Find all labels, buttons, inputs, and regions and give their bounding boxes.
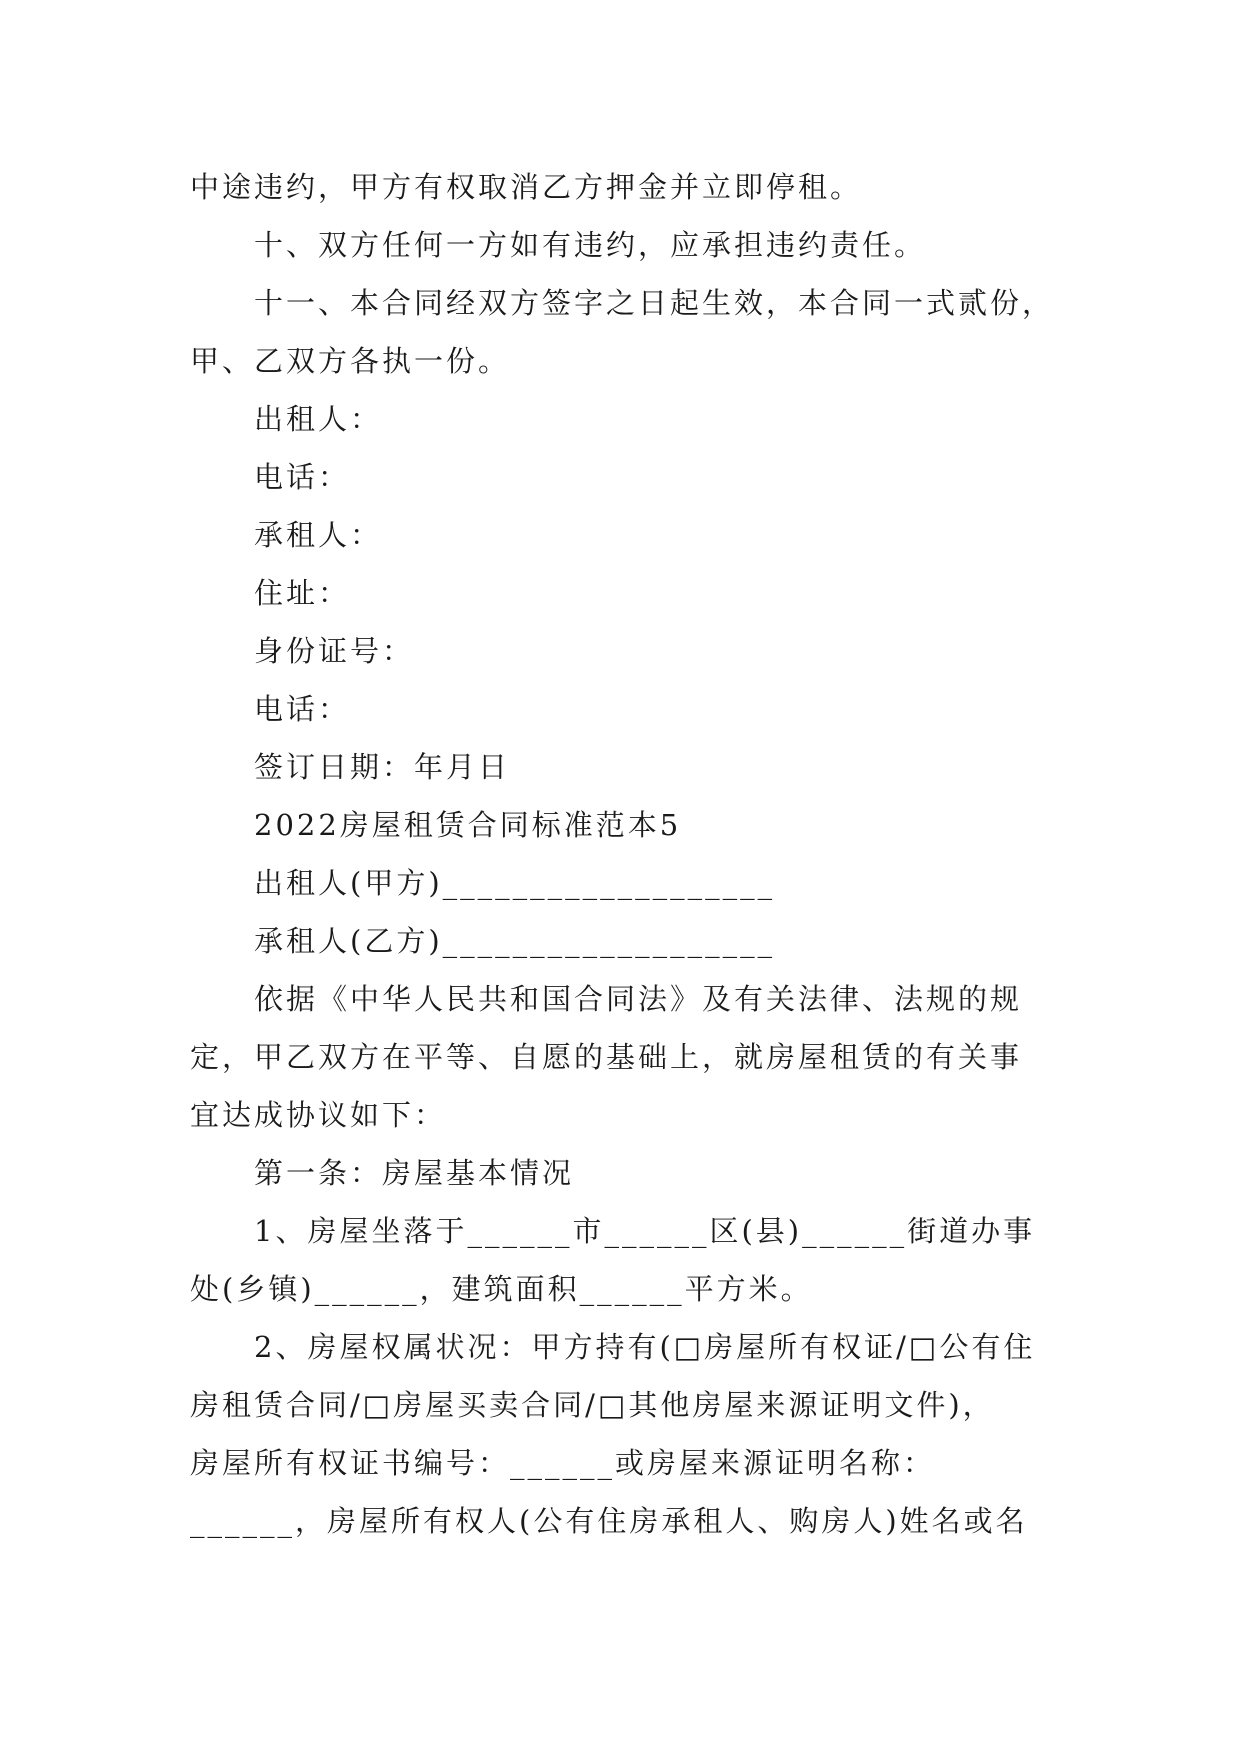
- lessor-label: 出租人：: [254, 402, 383, 436]
- text-line: 十一、本合同经双方签字之日起生效，本合同一式贰份，: [254, 286, 1055, 320]
- address-label: 住址：: [254, 576, 351, 610]
- text-line: 十、双方任何一方如有违约，应承担违约责任。: [254, 228, 927, 262]
- text-line: 房屋所有权证书编号：______或房屋来源证明名称：: [190, 1446, 936, 1480]
- signing-date-label: 签订日期：年月日: [254, 750, 511, 784]
- phone-label: 电话：: [254, 460, 351, 494]
- text-line: 甲、乙双方各执一份。: [190, 344, 511, 378]
- section-title: 2022房屋租赁合同标准范本5: [254, 808, 682, 842]
- document-body: [190, 158, 1055, 1550]
- text-line: 1、房屋坐落于______市______区(县)______街道办事: [254, 1214, 1036, 1248]
- text-line: 依据《中华人民共和国合同法》及有关法律、法规的规: [254, 982, 1023, 1016]
- lessee-label: 承租人：: [254, 518, 383, 552]
- text-line: 处(乡镇)______，建筑面积______平方米。: [190, 1272, 813, 1306]
- text-line: ______，房屋所有权人(公有住房承租人、购房人)姓名或名: [190, 1504, 1028, 1538]
- lessee-party-line: 承租人(乙方)___________________: [254, 924, 776, 958]
- text-line: 房租赁合同/□房屋买卖合同/□其他房屋来源证明文件)，: [190, 1388, 995, 1422]
- id-number-label: 身份证号：: [254, 634, 415, 668]
- text-line: 宜达成协议如下：: [190, 1098, 447, 1132]
- text-line: 中途违约，甲方有权取消乙方押金并立即停租。: [190, 170, 863, 204]
- lessor-party-line: 出租人(甲方)___________________: [254, 866, 776, 900]
- text-line: 定，甲乙双方在平等、自愿的基础上，就房屋租赁的有关事: [190, 1040, 1023, 1074]
- text-line: 2、房屋权属状况：甲方持有(□房屋所有权证/□公有住: [254, 1330, 1036, 1364]
- article-heading: 第一条：房屋基本情况: [254, 1156, 575, 1190]
- phone-label: 电话：: [254, 692, 351, 726]
